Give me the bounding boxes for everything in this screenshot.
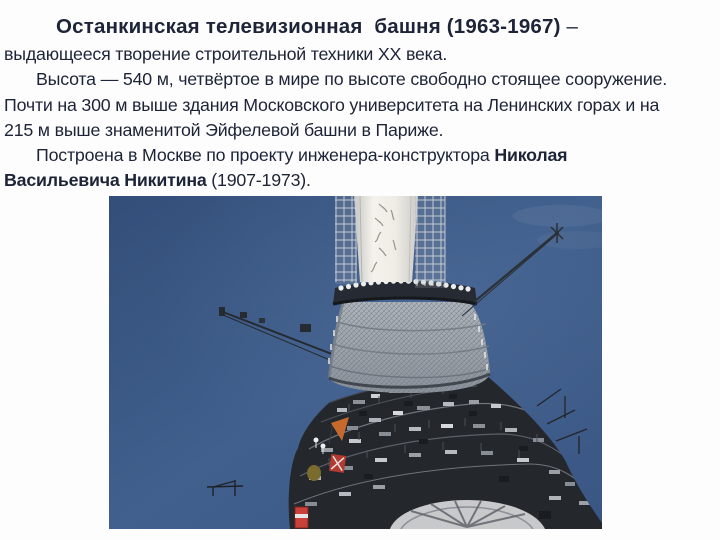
tower-drum [324,296,496,396]
paragraph-line-4: Почти на 300 м выше здания Московского университета на Ленинских горах и на [4,94,660,115]
paragraph-line-2: выдающееся творение строительной техники ХХ века. [4,44,448,64]
tower-photo-figure [109,196,602,529]
paragraph-line-6 [0,143,720,168]
ostankino-tower-image [109,196,602,529]
mast-scaffolding-left [335,196,357,284]
slide-text-block [0,0,720,194]
paragraph-line-7 [0,168,720,193]
slide-title [0,12,720,42]
mast-scaffolding-right [415,196,445,288]
antenna-mast [354,196,418,282]
slide-title-bold: Останкинская телевизионная башня (1963-1967) [56,15,561,38]
paragraph-line-7-bold: Васильевича Никитина [4,170,207,191]
slide-title-dash: – [560,15,579,38]
red-flag [329,454,346,473]
paragraph-line-7-regular: (1907-1973). [206,170,311,191]
paragraph-line-3: Высота — 540 м, четвёртое в мире по высоте свободно стоящее сооружение. [36,69,667,90]
red-equipment-box [295,507,308,528]
paragraph-line-5: 215 м выше знаменитой Эйфелевой башни в Париже. [4,119,444,140]
olive-marker [307,465,321,481]
paragraph-line-6-regular: Построена в Москве по проекту инженера-конструктора [36,145,495,166]
paragraph-line-6-bold: Николая [494,145,568,166]
